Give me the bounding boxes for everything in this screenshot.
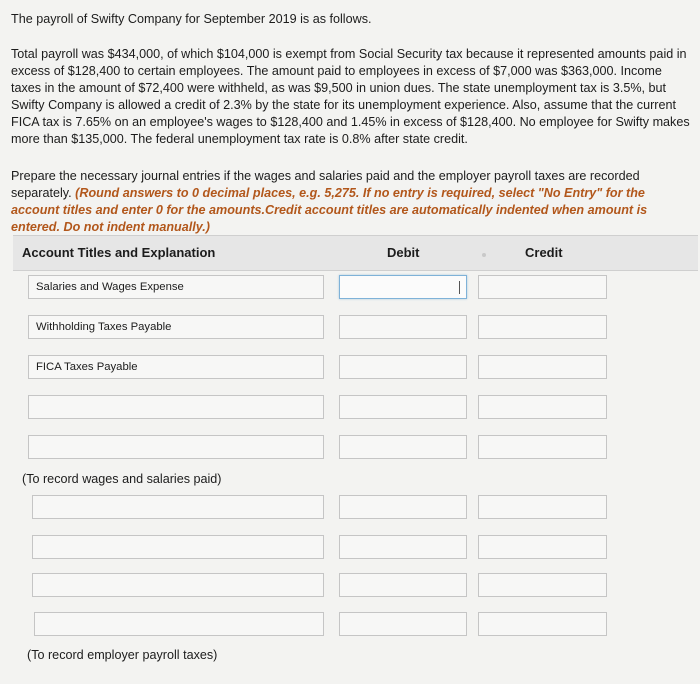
account-title-field[interactable]: Salaries and Wages Expense <box>28 275 324 299</box>
header-account-titles: Account Titles and Explanation <box>22 245 216 260</box>
credit-field[interactable] <box>478 573 607 597</box>
journal-table-header <box>13 235 698 271</box>
account-title-field[interactable] <box>28 435 324 459</box>
entry1-row <box>0 435 700 461</box>
debit-field[interactable] <box>339 395 467 419</box>
entry2-row <box>0 573 700 599</box>
credit-field[interactable] <box>478 495 607 519</box>
account-title-field[interactable] <box>32 573 324 597</box>
instructions-lead: Prepare the necessary journal entries if the wages and salaries paid and the employer payroll taxes are recorded separately. <box>11 169 640 200</box>
account-title-field[interactable]: Withholding Taxes Payable <box>28 315 324 339</box>
debit-field[interactable] <box>339 355 467 379</box>
debit-field[interactable] <box>339 315 467 339</box>
credit-field[interactable] <box>478 275 607 299</box>
entry2-row <box>0 535 700 561</box>
debit-field[interactable] <box>339 495 467 519</box>
credit-field[interactable] <box>478 435 607 459</box>
account-title-field[interactable]: FICA Taxes Payable <box>28 355 324 379</box>
entry1-row <box>0 395 700 421</box>
entry2-row <box>0 612 700 638</box>
header-credit: Credit <box>525 245 563 260</box>
entry2-explanation: (To record employer payroll taxes) <box>27 648 218 662</box>
debit-field[interactable] <box>339 535 467 559</box>
header-debit: Debit <box>387 245 420 260</box>
entry2-row <box>0 495 700 521</box>
credit-field[interactable] <box>478 535 607 559</box>
credit-field[interactable] <box>478 395 607 419</box>
account-title-field[interactable] <box>34 612 324 636</box>
account-title-field[interactable] <box>32 535 324 559</box>
entry1-row <box>0 315 700 341</box>
text-cursor <box>459 281 460 294</box>
instructions-emphasis: (Round answers to 0 decimal places, e.g. 5,275. If no entry is required, select "No Entry" for the account titles and enter 0 for the amounts.Credit account titles are automatically indented when amount is entered. Do not indent manually.) <box>11 186 648 234</box>
debit-field[interactable] <box>339 435 467 459</box>
entry1-row <box>0 355 700 381</box>
account-title-field[interactable] <box>32 495 324 519</box>
entry1-row <box>0 275 700 301</box>
account-title-field[interactable] <box>28 395 324 419</box>
debit-field[interactable] <box>339 573 467 597</box>
header-divider-dot <box>482 253 486 257</box>
problem-text: Total payroll was $434,000, of which $104,000 is exempt from Social Security tax because it represented amounts paid in excess of $128,400 to certain employees. The amount paid to employees in excess of $7,000 was $363,000. Income taxes in the amount of $72,400 were withheld, as was $9,500 in union dues. The state unemployment tax is 3.5%, but Swifty Company is allowed a credit of 2.3% by the state for its unemployment experience. Also, assume that the current FICA tax is 7.65% on an employee's wages to $128,400 and 1.45% in excess of $128,400. No employee for Swifty makes more than $135,000. The federal unemployment tax rate is 0.8% after state credit. <box>11 47 690 146</box>
credit-field[interactable] <box>478 612 607 636</box>
instructions <box>11 168 695 236</box>
problem-title: The payroll of Swifty Company for September 2019 is as follows. <box>11 12 372 26</box>
debit-field[interactable] <box>339 612 467 636</box>
credit-field[interactable] <box>478 355 607 379</box>
debit-field[interactable] <box>339 275 467 299</box>
entry1-explanation: (To record wages and salaries paid) <box>22 472 222 486</box>
credit-field[interactable] <box>478 315 607 339</box>
